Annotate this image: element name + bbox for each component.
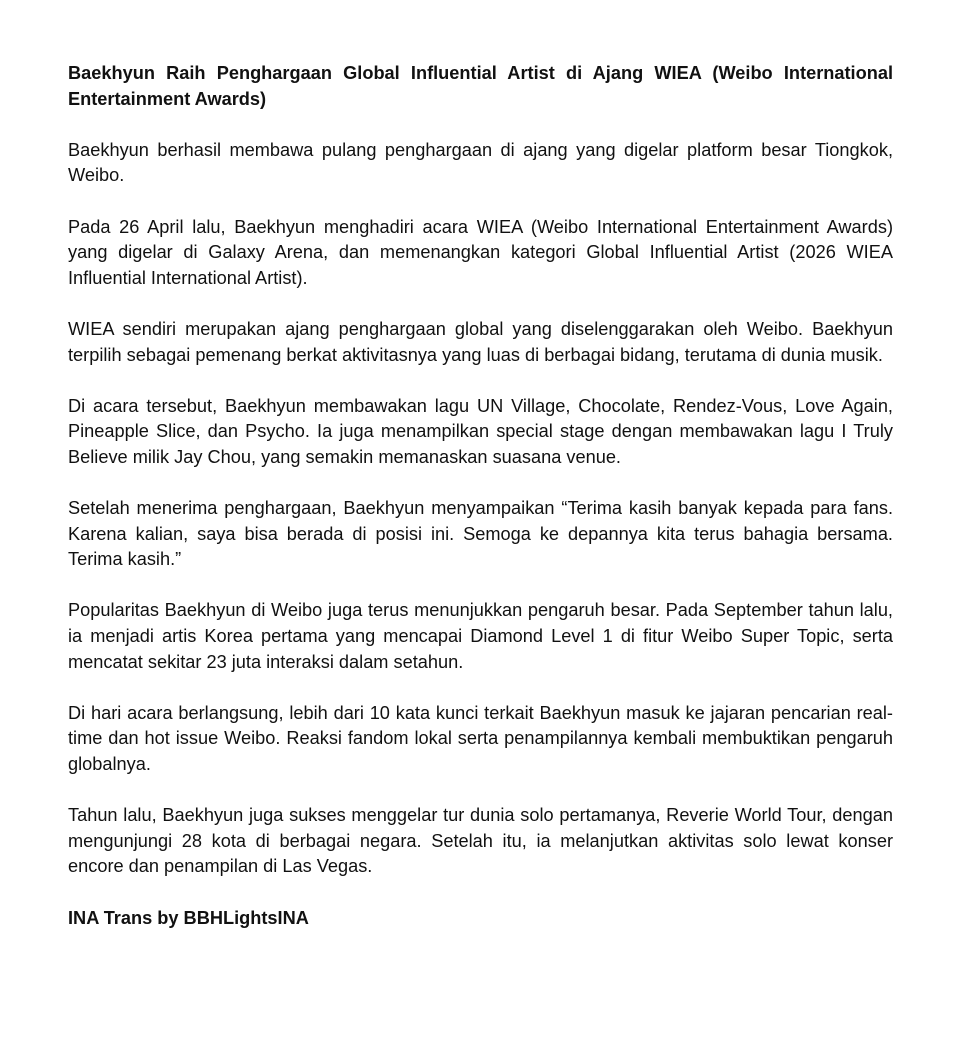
paragraph-award-intro: Baekhyun berhasil membawa pulang penghargaan di ajang yang digelar platform besar Tiongkok, Weibo. (68, 139, 893, 186)
article-title: Baekhyun Raih Penghargaan Global Influential Artist di Ajang WIEA (Weibo International Entertainment Awards) (68, 63, 893, 109)
paragraph-world-tour: Tahun lalu, Baekhyun juga sukses menggelar tur dunia solo pertamanya, Reverie World Tour, dengan mengunjungi 28 kota di berbagai negara. Setelah itu, ia melanjutkan aktivitas solo lewat konser encore dan penampilan di Las Vegas. (68, 805, 893, 877)
paragraph-wiea-about: WIEA sendiri merupakan ajang penghargaan global yang diselenggarakan oleh Weibo. Baekhyun terpilih sebagai pemenang berkat aktivitasnya yang luas di berbagai bidang, terutama di dunia musik. (68, 318, 893, 365)
article (68, 61, 893, 931)
paragraph-performance: Di acara tersebut, Baekhyun membawakan lagu UN Village, Chocolate, Rendez-Vous, Love Again, Pineapple Slice, dan Psycho. Ia juga menampilkan special stage dengan membawakan lagu I Truly Believe milik Jay Chou, yang semakin memanaskan suasana venue. (68, 395, 893, 467)
translation-credit: INA Trans by BBHLightsINA (68, 907, 309, 928)
paragraph-acceptance-speech: Setelah menerima penghargaan, Baekhyun menyampaikan “Terima kasih banyak kepada para fans. Karena kalian, saya bisa berada di posisi ini. Semoga ke depannya kita terus bahagia bersama. Terima kasih.” (68, 498, 893, 570)
paragraph-weibo-popularity: Popularitas Baekhyun di Weibo juga terus menunjukkan pengaruh besar. Pada September tahun lalu, ia menjadi artis Korea pertama yang mencapai Diamond Level 1 di fitur Weibo Super Topic, serta mencatat sekitar 23 juta interaksi dalam setahun. (68, 600, 893, 672)
paragraph-event-details: Pada 26 April lalu, Baekhyun menghadiri acara WIEA (Weibo International Entertainment Awards) yang digelar di Galaxy Arena, dan memenangkan kategori Global Influential Artist (2026 WIEA Influential International Artist). (68, 216, 893, 288)
paragraph-trending-keywords: Di hari acara berlangsung, lebih dari 10 kata kunci terkait Baekhyun masuk ke jajaran pencarian real-time dan hot issue Weibo. Reaksi fandom lokal serta penampilannya kembali membuktikan pengaruh globalnya. (68, 702, 893, 775)
